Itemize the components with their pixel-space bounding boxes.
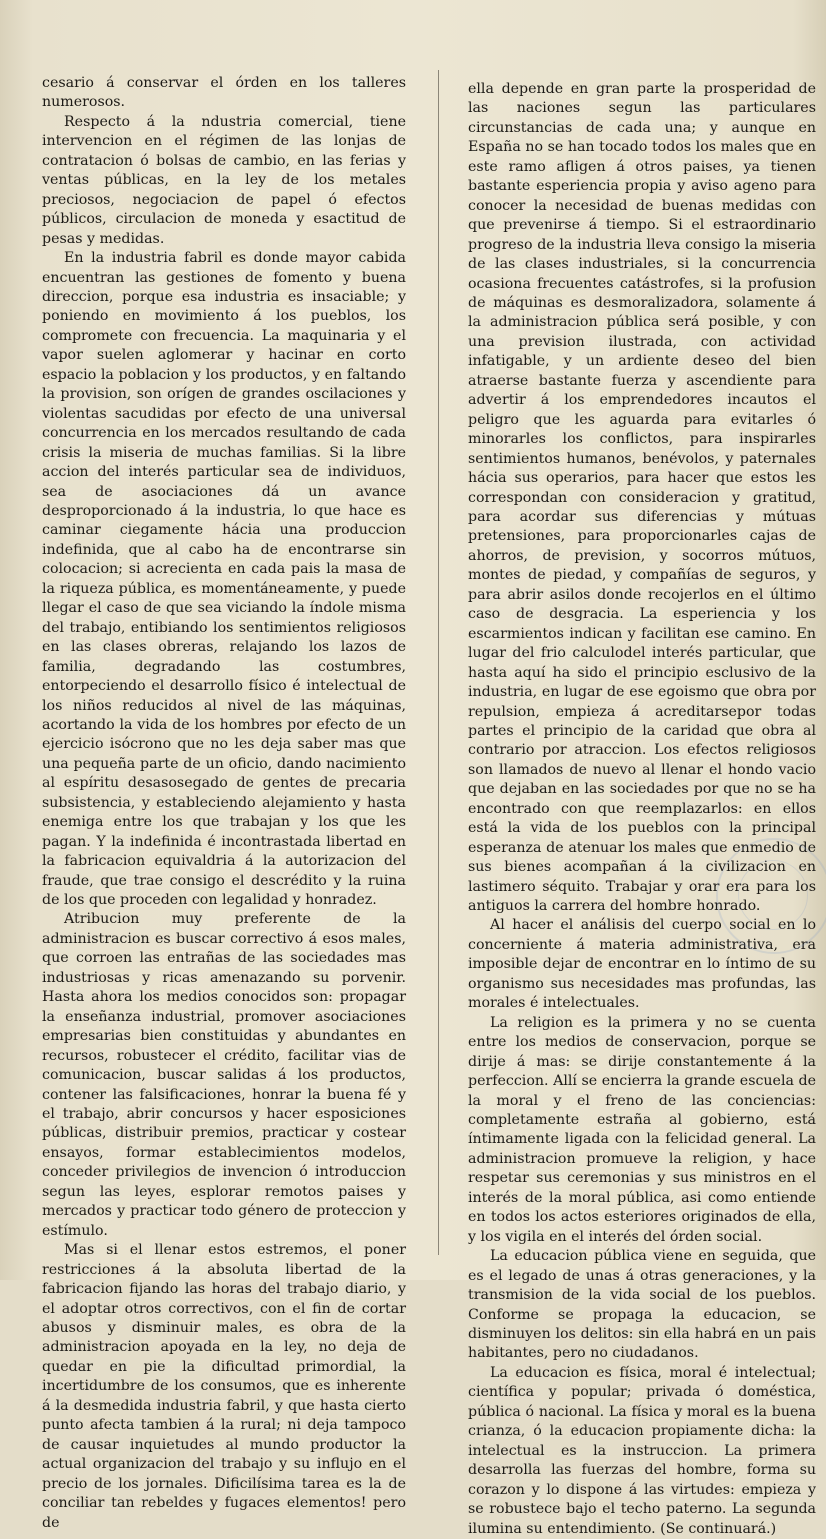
left-paragraph-3: En la industria fabril es donde mayor cabida encuentran las gestiones de fomento y buena direccion, porque esa industria es insaciable; y poniendo en movimiento á los pueblos, los compromete con frecuencia. La maquinaria y el vapor suelen aglomerar y hacinar en corto espacio la poblacion y los productos, y en faltando la provision, son orígen de grandes oscilaciones y violentas sacudidas por efecto de una universal concurrencia en los mercados resultando de cada crisis la miseria de muchas familias. Si la libre accion del interés particular sea de individuos, sea de asociaciones dá un avance desproporcionado á la industria, lo que hace es caminar ciegamente hácia una produccion indefinida, que al cabo ha de encontrarse sin colocacion; si acrecienta en cada pais la masa de la riqueza pública, es momentáneamente, y puede llegar el caso de que sea viciando la índole misma del trabajo, entibiando los sentimientos religiosos en las clases obreras, relajando los lazos de familia, degradando las costumbres, entorpeciendo el desarrollo físico é intelectual de los niños reducidos al nivel de las máquinas, acortando la vida de los hombres por efecto de un ejercicio isócrono que no les deja saber mas que una pequeña parte de un oficio, dando nacimiento al espíritu desasosegado de gentes de precaria subsistencia, y estableciendo alejamiento y hasta enemiga entre los que trabajan y los que les pagan. Y la indefinida é incontrastada libertad en la fabricacion equivaldria á la autorizacion del fraude, que trae consigo el descrédito y la ruina de los que proceden con legalidad y honradez. (42, 250, 406, 909)
right-paragraph-2: Al hacer el análisis del cuerpo social en lo concerniente á materia administrativa, era imposible dejar de encontrar en lo íntimo de su organismo sus necesidades mas profundas, las morales é intelectuales. (468, 917, 816, 1012)
left-paragraph-2: Respecto á la ndustria comercial, tiene intervencion en el régimen de las lonjas de contratacion ó bolsas de cambio, en las ferias y ventas públicas, en la ley de los metales preciosos, negociacion de papel ó efectos públicos, circulacion de moneda y esactitud de pesas y medidas. (42, 113, 406, 247)
right-paragraph-3: La religion es la primera y no se cuenta entre los medios de conservacion, porque se dirije á mas: se dirije constantemente á la perfeccion. Allí se encierra la grande escuela de la moral y el freno de las conciencias: completamente estraña al gobierno, está íntimamente ligada con la felicidad general. La administracion promueve la religion, y hace respetar sus ceremonias y sus ministros en el interés de la moral pública, asi como entiende en todos los actos esteriores originados de ella, y los vigila en el interés del órden social. (468, 1014, 816, 1245)
left-paragraph-1: cesario á conservar el órden en los talleres numerosos. (42, 75, 406, 111)
library-stamp-inner-ring (738, 860, 808, 930)
left-column (42, 74, 406, 1533)
column-divider (438, 70, 439, 1255)
right-paragraph-5: La educacion es física, moral é intelectual; científica y popular; privada ó doméstica, pública ó nacional. La física y moral es la buena crianza, ó la educacion propiamente dicha: la intelectual es la instruccion. La primera desarrolla las fuerzas del hombre, forma su corazon y lo dispone á las virtudes: empieza y se robustece bajo el techo paterno. La segunda ilumina su entendimiento. (Se continuará.) (468, 1364, 816, 1537)
right-paragraph-4: La educacion pública viene en seguida, que es el legado de unas á otras generaciones, y la transmision de la vida social de los pueblos. Conforme se propaga la educacion, se disminuyen los delitos: sin ella habrá en un pais habitantes, pero no ciudadanos. (468, 1248, 816, 1362)
right-column (468, 80, 816, 1539)
library-stamp-watermark (716, 838, 826, 954)
left-paragraph-4: Atribucion muy preferente de la administracion es buscar correctivo á esos males, que corroen las entrañas de las sociedades mas industriosas y ricas amenazando su porvenir. Hasta ahora los medios conocidos son: propagar la enseñanza industrial, promover asociaciones empresarias bien constituidas y abundantes en recursos, robustecer el crédito, facilitar vias de comunicacion, buscar salidas á los productos, contener las falsificaciones, honrar la buena fé y el trabajo, abrir concursos y hacer esposiciones públicas, distribuir premios, practicar y costear ensayos, formar establecimientos modelos, conceder privilegios de invencion ó introduccion segun las leyes, esplorar remotos paises y mercados y practicar todo género de proteccion y estímulo. (42, 911, 406, 1239)
left-paragraph-5: Mas si el llenar estos estremos, el poner restricciones á la absoluta libertad de la fabricacion fijando las horas del trabajo diario, y el adoptar otros correctivos, con el fin de cortar abusos y disminuir males, es obra de la administracion apoyada en la ley, no deja de quedar en pie la dificultad primordial, la incertidumbre de los consumos, que es inherente á la desmedida industria fabril, y que hasta cierto punto afecta tambien á la rural; ni deja tampoco de causar inquietudes al mundo productor la actual organizacion del trabajo y su influjo en el precio de los jornales. Dificilísima tarea es la de conciliar tan rebeldes y fugaces elementos! pero de (42, 1242, 406, 1531)
right-paragraph-1: ella depende en gran parte la prosperidad de las naciones segun las particulares circunstancias de cada una; y aunque en España no se han tocado todos los males que en este ramo afligen á otros paises, ya tienen bastante esperiencia propia y aviso ageno para conocer la necesidad de buenas medidas con que prevenirse á tiempo. Si el estraordinario progreso de la industria lleva consigo la miseria de las clases industriales, si la concurrencia ocasiona frecuentes catástrofes, si la profusion de máquinas es desmoralizadora, solamente á la administracion pública será posible, y con una prevision ilustrada, con actividad infatigable, y un ardiente deseo del bien atraerse bastante fuerza y ascendiente para advertir á los emprendedores incautos el peligro que les aguarda para evitarles ó minorarles los conflictos, para inspirarles sentimientos humanos, benévolos, y paternales hácia sus operarios, para hacer que estos les correspondan con consideracion y gratitud, para acordar sus diferencias y mútuas pretensiones, para proporcionarles cajas de ahorros, de prevision, y socorros mútuos, montes de piedad, y compañías de seguros, y para abrir asilos donde recojerlos en el último caso de desgracia. La esperiencia y los escarmientos indican y facilitan ese camino. En lugar del frio calculodel interés particular, que hasta aquí ha sido el principio esclusivo de la industria, en lugar de ese egoismo que obra por repulsion, empieza á acreditarsepor todas partes el principio de la caridad que obra al contrario por atraccion. Los efectos religiosos son llamados de nuevo al llenar el hondo vacio que dejaban en las sociedades por que no se ha encontrado con que reemplazarlos: en ellos está la vida de los pueblos con la principal esperanza de atenuar los males que enmedio de sus bienes acompañan á la civilizacion en lastimero séquito. Trabajar y orar era para los antiguos la carrera del hombre honrado. (468, 81, 816, 915)
